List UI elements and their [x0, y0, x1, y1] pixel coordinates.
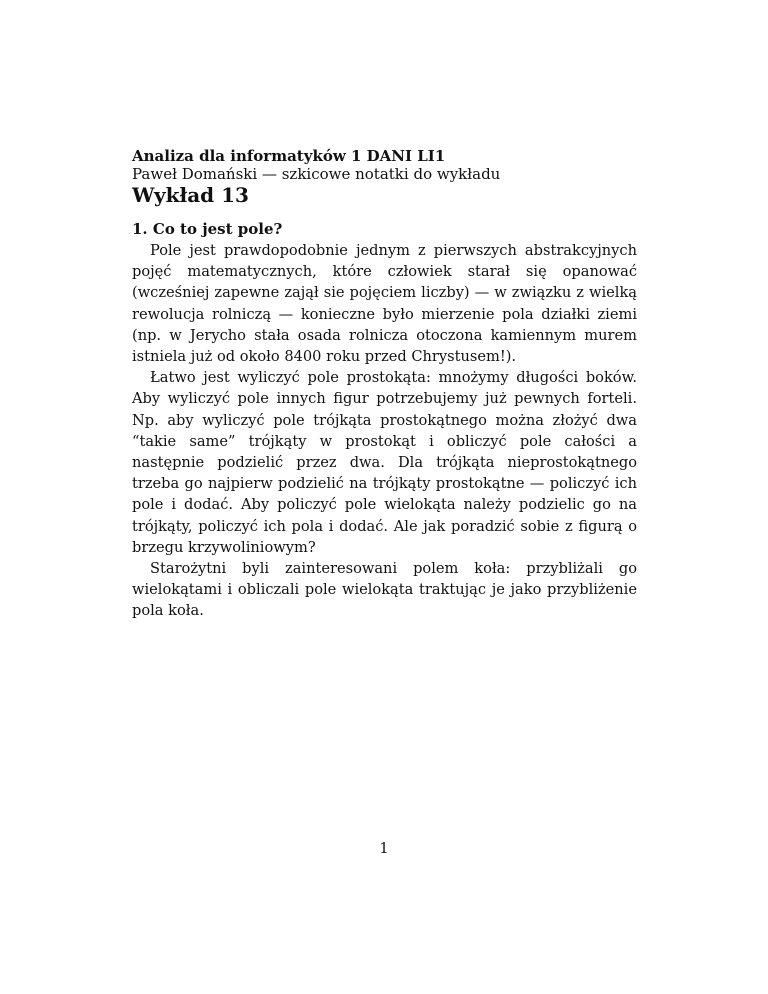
document-body — [132, 147, 637, 622]
lecture-title: Wykład 13 — [132, 183, 249, 207]
paragraph-area-polygons: Łatwo jest wyliczyć pole prostokąta: mnożymy długości boków. Aby wyliczyć pole innych figur potrzebujemy już pewnych forteli. Np. aby wyliczyć pole trójkąta prostokątnego można złożyć dwa “takie same” trójkąty w prostokąt i obliczyć pole całości a następnie podzielić przez dwa. Dla trójkąta nieprostokątnego trzeba go najpierw podzielić na trójkąty prostokątne — policzyć ich pole i dodać. Aby policzyć pole wielokąta należy podzielic go na trójkąty, policzyć ich pola i dodać. Ale jak poradzić sobie z figurą o brzegu krzywoliniowym? — [132, 369, 637, 556]
author-line: Paweł Domański — szkicowe notatki do wykładu — [132, 165, 501, 183]
section-heading: 1. Co to jest pole? — [132, 220, 283, 238]
paragraph-area-circle: Starożytni byli zainteresowani polem koła: przybliżali go wielokątami i obliczali pole wielokąta traktując je jako przybliżenie pola koła. — [132, 560, 637, 620]
course-title: Analiza dla informatyków 1 DANI LI1 — [132, 147, 446, 165]
paragraph-area-history: Pole jest prawdopodobnie jednym z pierwszych abstrakcyjnych pojęć matematycznych, które człowiek starał się opanować (wcześniej zapewne zajął sie pojęciem liczby) — w związku z wielką rewolucja rolniczą — konieczne było mierzenie pola działki ziemi (np. w Jerycho stała osada rolnicza otoczona kamiennym murem istniela już od około 8400 roku przed Chrystusem!). — [132, 242, 637, 366]
page-number: 1 — [379, 840, 389, 857]
